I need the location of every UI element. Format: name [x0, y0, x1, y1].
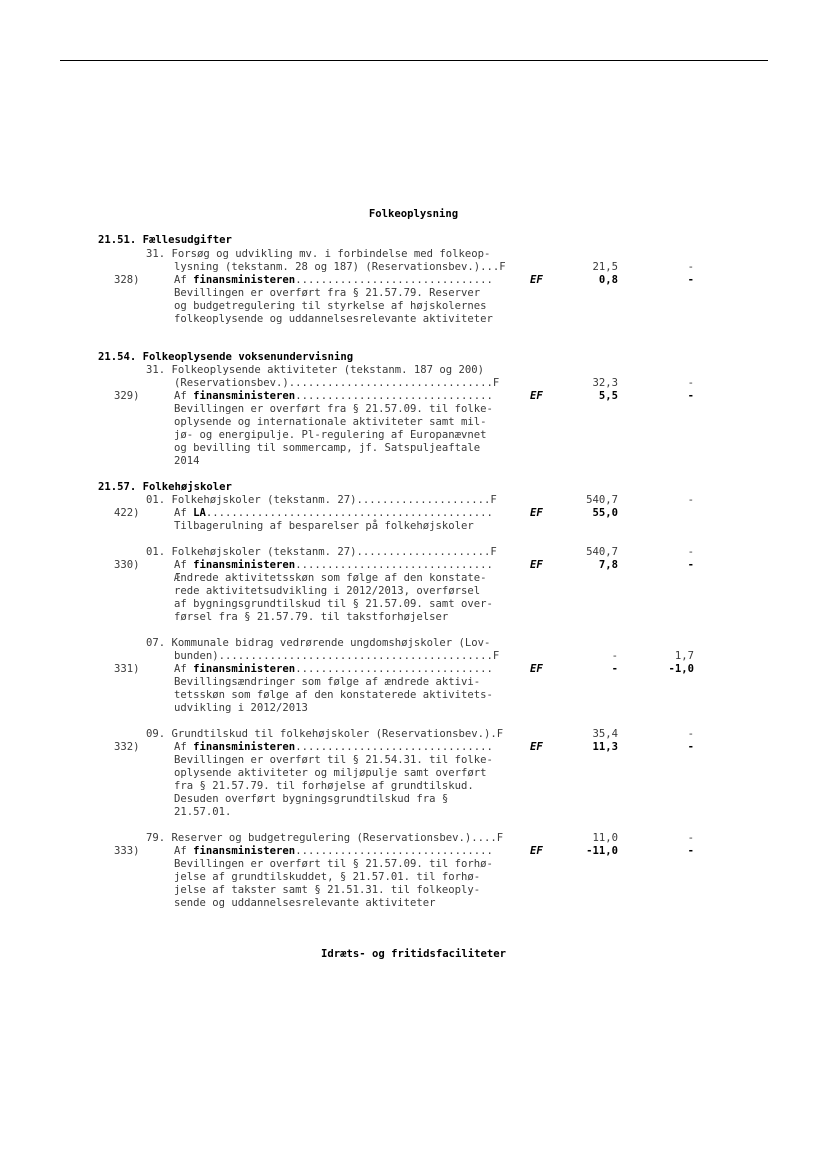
- note-text: oplysende aktiviteter og miljøpulje samt overført: [174, 767, 487, 779]
- line-text: 31. Forsøg og udvikling mv. i forbindelse med folkeop-: [146, 248, 491, 260]
- value-col1: -: [611, 663, 618, 675]
- note-text: førsel fra § 21.57.79. til takstforhøjelser: [174, 611, 449, 623]
- line-text: (Reservationsbev.)................................F: [174, 377, 500, 389]
- header-rule: [60, 60, 768, 61]
- line-text: lysning (tekstanm. 28 og 187) (Reservationsbev.)...F: [174, 261, 506, 273]
- value-col1: 11,0: [592, 832, 618, 844]
- af-prefix: Af: [174, 663, 194, 675]
- ref-number: 332): [114, 741, 140, 753]
- note-text: udvikling i 2012/2013: [174, 702, 308, 714]
- value-col1: 5,5: [598, 390, 618, 402]
- ref-number: 422): [114, 507, 140, 519]
- next-section-title: Idræts- og fritidsfaciliteter: [321, 948, 506, 960]
- af-prefix: Af: [174, 507, 194, 519]
- note-text: folkeoplysende og uddannelsesrelevante aktiviteter: [174, 313, 493, 325]
- minister-label: finansministeren: [193, 741, 296, 753]
- ref-number: 331): [114, 663, 140, 675]
- value-col2: -: [687, 274, 694, 286]
- ref-number: 329): [114, 390, 140, 402]
- line-text: bunden)...........................................F: [174, 650, 500, 662]
- value-col1: -11,0: [586, 845, 618, 857]
- value-col2: -: [687, 377, 694, 389]
- line-text: 79. Reserver og budgetregulering (Reservationsbev.)....F: [146, 832, 504, 844]
- ef-mark: EF: [530, 845, 543, 857]
- value-col1: 35,4: [592, 728, 618, 740]
- value-col2: -: [687, 546, 694, 558]
- af-line: Af finansministeren...............................: [174, 390, 493, 402]
- minister-label: finansministeren: [193, 559, 296, 571]
- line-text: 07. Kommunale bidrag vedrørende ungdomshøjskoler (Lov-: [146, 637, 491, 649]
- af-line: Af finansministeren...............................: [174, 845, 493, 857]
- value-col1: 55,0: [592, 507, 618, 519]
- ref-number: 330): [114, 559, 140, 571]
- line-text: 09. Grundtilskud til folkehøjskoler (Reservationsbev.).F: [146, 728, 504, 740]
- af-prefix: Af: [174, 274, 194, 286]
- value-col2: 1,7: [674, 650, 694, 662]
- minister-label: finansministeren: [193, 274, 296, 286]
- note-text: Bevillingen er overført til § 21.57.09. til forhø-: [174, 858, 493, 870]
- value-col1: 21,5: [592, 261, 618, 273]
- ef-mark: EF: [530, 741, 543, 753]
- la-label: LA: [193, 507, 206, 519]
- ref-number: 333): [114, 845, 140, 857]
- value-col2: -: [687, 845, 694, 857]
- note-text: Bevillingen er overført fra § 21.57.79. Reserver: [174, 287, 481, 299]
- note-text: og bevilling til sommercamp, jf. Satspuljeaftale: [174, 442, 481, 454]
- value-col1: 32,3: [592, 377, 618, 389]
- note-text: jelse af takster samt § 21.51.31. til folkeoply-: [174, 884, 481, 896]
- value-col2: -: [687, 741, 694, 753]
- value-col2: -1,0: [668, 663, 694, 675]
- ef-mark: EF: [530, 663, 543, 675]
- value-col1: 0,8: [598, 274, 618, 286]
- note-text: 21.57.01.: [174, 806, 232, 818]
- value-col2: -: [687, 559, 694, 571]
- af-line: Af finansministeren...............................: [174, 274, 493, 286]
- af-prefix: Af: [174, 559, 194, 571]
- value-col1: 11,3: [592, 741, 618, 753]
- note-text: Bevillingen er overført til § 21.54.31. til folke-: [174, 754, 493, 766]
- note-text: sende og uddannelsesrelevante aktiviteter: [174, 897, 436, 909]
- account-heading: 21.57. Folkehøjskoler: [98, 481, 232, 493]
- value-col2: -: [687, 494, 694, 506]
- value-col1: 540,7: [586, 546, 618, 558]
- af-line: Af finansministeren...............................: [174, 663, 493, 675]
- value-col1: 7,8: [598, 559, 618, 571]
- account-heading: 21.51. Fællesudgifter: [98, 234, 232, 246]
- af-line: Af finansministeren...............................: [174, 741, 493, 753]
- note-text: Ændrede aktivitetsskøn som følge af den konstate-: [174, 572, 487, 584]
- note-text: af bygningsgrundtilskud til § 21.57.09. samt over-: [174, 598, 493, 610]
- minister-label: finansministeren: [193, 663, 296, 675]
- account-heading: 21.54. Folkeoplysende voksenundervisning: [98, 351, 354, 363]
- value-col2: -: [687, 261, 694, 273]
- note-text: fra § 21.57.79. til forhøjelse af grundtilskud.: [174, 780, 474, 792]
- note-text: oplysende og internationale aktiviteter samt mil-: [174, 416, 487, 428]
- line-text: 31. Folkeoplysende aktiviteter (tekstanm. 187 og 200): [146, 364, 485, 376]
- af-line: Af finansministeren...............................: [174, 559, 493, 571]
- af-prefix: Af: [174, 845, 194, 857]
- note-text: og budgetregulering til styrkelse af højskolernes: [174, 300, 487, 312]
- af-prefix: Af: [174, 390, 194, 402]
- minister-label: finansministeren: [193, 390, 296, 402]
- ef-mark: EF: [530, 507, 543, 519]
- note-text: Tilbagerulning af besparelser på folkehøjskoler: [174, 520, 474, 532]
- value-col2: -: [687, 390, 694, 402]
- note-text: Bevillingsændringer som følge af ændrede aktivi-: [174, 676, 481, 688]
- note-text: Bevillingen er overført fra § 21.57.09. til folke-: [174, 403, 493, 415]
- section-title: Folkeoplysning: [368, 208, 459, 220]
- af-prefix: Af: [174, 741, 194, 753]
- ef-mark: EF: [530, 274, 543, 286]
- minister-label: finansministeren: [193, 845, 296, 857]
- line-text: 01. Folkehøjskoler (tekstanm. 27).....................F: [146, 494, 497, 506]
- line-text: 01. Folkehøjskoler (tekstanm. 27).....................F: [146, 546, 497, 558]
- note-text: jø- og energipulje. Pl-regulering af Europanævnet: [174, 429, 487, 441]
- value-col2: -: [687, 832, 694, 844]
- af-line: Af LA.............................................: [174, 507, 493, 519]
- note-text: rede aktivitetsudvikling i 2012/2013, overførsel: [174, 585, 481, 597]
- value-col1: -: [611, 650, 618, 662]
- value-col1: 540,7: [586, 494, 618, 506]
- note-text: Desuden overført bygningsgrundtilskud fra §: [174, 793, 449, 805]
- ef-mark: EF: [530, 559, 543, 571]
- note-text: tetsskøn som følge af den konstaterede aktivitets-: [174, 689, 493, 701]
- note-text: 2014: [174, 455, 200, 467]
- value-col2: -: [687, 728, 694, 740]
- note-text: jelse af grundtilskuddet, § 21.57.01. til forhø-: [174, 871, 481, 883]
- ef-mark: EF: [530, 390, 543, 402]
- ref-number: 328): [114, 274, 140, 286]
